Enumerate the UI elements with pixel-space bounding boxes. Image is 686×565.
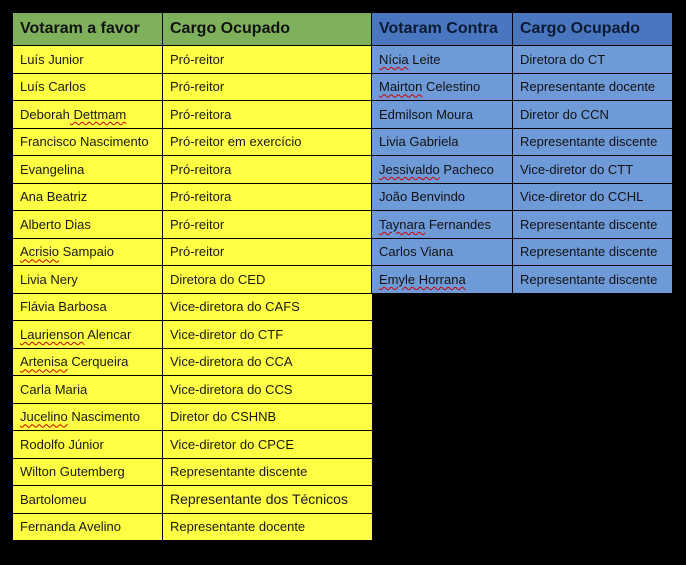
member-name-cell: [372, 101, 513, 129]
member-first-name: Mairton: [379, 79, 423, 95]
member-first-name: Luís: [20, 51, 45, 67]
member-role-cell: Vice-diretora do CAFS: [163, 293, 373, 321]
member-last-name: Maria: [51, 381, 88, 397]
member-role-cell: Representante docente: [513, 73, 673, 101]
member-name-cell: [13, 376, 163, 404]
table-row: [13, 403, 373, 431]
table-row: [13, 486, 373, 514]
member-last-name: Benvindo: [407, 189, 466, 205]
member-role-cell: Pró-reitor em exercício: [163, 128, 373, 156]
table-row: [372, 211, 673, 239]
member-name-cell: [372, 183, 513, 211]
favor-name-header: Votaram a favor: [13, 13, 163, 46]
table-row: [372, 183, 673, 211]
member-last-name: Gabriela: [405, 134, 459, 150]
member-first-name: Bartolomeu: [20, 491, 87, 507]
table-row: [13, 513, 373, 541]
table-row: [13, 128, 373, 156]
member-role-cell: Diretora do CED: [163, 266, 373, 294]
table-row: [372, 101, 673, 129]
member-role-cell: Diretor do CCN: [513, 101, 673, 129]
member-first-name: Carlos: [379, 244, 417, 260]
member-role-cell: Vice-diretora do CCS: [163, 376, 373, 404]
table-row: [372, 156, 673, 184]
member-first-name: João: [379, 189, 408, 205]
member-first-name: Alberto: [20, 216, 62, 232]
favor-header-row: [13, 13, 373, 46]
member-name-cell: [372, 238, 513, 266]
table-row: [13, 348, 373, 376]
member-last-name: Moura: [432, 106, 473, 122]
member-role-cell: Pró-reitora: [163, 101, 373, 129]
member-first-name: Ana: [20, 189, 44, 205]
table-row: [372, 128, 673, 156]
contra-role-header: Cargo Ocupado: [513, 13, 673, 46]
member-role-cell: Representante docente: [163, 513, 373, 541]
member-last-name: Gutemberg: [56, 464, 125, 480]
member-first-name: Livia: [20, 271, 47, 287]
member-name-cell: [13, 403, 163, 431]
voted-against-table: [371, 12, 673, 294]
member-role-cell: Representante discente: [513, 266, 673, 294]
member-first-name: Rodolfo: [20, 436, 65, 452]
member-name-cell: [13, 128, 163, 156]
member-last-name: Junior: [44, 51, 84, 67]
table-row: [13, 321, 373, 349]
member-role-cell: Pró-reitora: [163, 156, 373, 184]
member-first-name: Edmilson: [379, 106, 433, 122]
member-name-cell: [372, 46, 513, 74]
table-row: [372, 73, 673, 101]
table-row: [13, 101, 373, 129]
table-row: [13, 293, 373, 321]
member-role-cell: Representante discente: [513, 211, 673, 239]
member-first-name: Acrisio: [20, 244, 60, 260]
member-last-name: Barbosa: [54, 299, 107, 315]
member-name-cell: [13, 101, 163, 129]
member-name-cell: [13, 183, 163, 211]
member-first-name: Deborah: [20, 106, 70, 122]
member-last-name: Avelino: [75, 519, 121, 535]
member-first-name: Fernanda: [20, 519, 76, 535]
member-name-cell: [13, 266, 163, 294]
table-row: [13, 46, 373, 74]
table-row: [13, 211, 373, 239]
member-last-name: Viana: [416, 244, 454, 260]
member-last-name: Horrana: [415, 271, 466, 287]
member-last-name: Júnior: [64, 436, 104, 452]
member-name-cell: [13, 46, 163, 74]
member-name-cell: [13, 431, 163, 459]
table-row: [13, 431, 373, 459]
member-last-name: Nascimento: [76, 134, 149, 150]
member-last-name: Dias: [61, 216, 91, 232]
table-row: [372, 238, 673, 266]
member-name-cell: [13, 348, 163, 376]
member-role-cell: Pró-reitor: [163, 73, 373, 101]
member-first-name: Jucelino: [20, 409, 68, 425]
table-row: [13, 458, 373, 486]
member-role-cell: Diretora do CT: [513, 46, 673, 74]
member-last-name: Dettmam: [69, 106, 127, 122]
member-last-name: Cerqueira: [67, 354, 129, 370]
member-last-name: Sampaio: [59, 244, 114, 260]
member-name-cell: [372, 128, 513, 156]
member-name-cell: [13, 321, 163, 349]
table-row: [13, 376, 373, 404]
member-name-cell: [13, 293, 163, 321]
member-name-cell: [13, 486, 163, 514]
table-row: [13, 73, 373, 101]
member-role-cell: Vice-diretora do CCA: [163, 348, 373, 376]
contra-table-body: [372, 46, 673, 294]
member-name-cell: [13, 238, 163, 266]
voted-in-favor-table: [12, 12, 373, 541]
member-name-cell: [372, 211, 513, 239]
member-last-name: Pacheco: [439, 161, 494, 177]
member-role-cell: Representante discente: [163, 458, 373, 486]
table-row: [13, 238, 373, 266]
member-role-cell: Pró-reitor: [163, 211, 373, 239]
member-first-name: Wilton: [20, 464, 57, 480]
member-first-name: Taynara: [379, 216, 426, 232]
member-name-cell: [13, 513, 163, 541]
member-role-cell: Representante discente: [513, 238, 673, 266]
table-row: [372, 266, 673, 294]
member-name-cell: [372, 73, 513, 101]
favor-table-body: [13, 46, 373, 541]
member-last-name: Celestino: [422, 79, 481, 95]
member-name-cell: [13, 458, 163, 486]
contra-header-row: [372, 13, 673, 46]
table-row: [13, 183, 373, 211]
member-name-cell: [13, 211, 163, 239]
member-last-name: Alencar: [84, 326, 132, 342]
member-last-name: Fernandes: [425, 216, 492, 232]
member-first-name: Luís: [20, 79, 45, 95]
member-first-name: Jessivaldo: [379, 161, 440, 177]
member-name-cell: [372, 156, 513, 184]
member-first-name: Carla: [20, 381, 52, 397]
member-role-cell: Vice-diretor do CPCE: [163, 431, 373, 459]
member-last-name: Nery: [46, 271, 78, 287]
member-first-name: Evangelina: [20, 161, 85, 177]
member-role-cell: Representante dos Técnicos: [163, 486, 373, 514]
member-first-name: Emyle: [379, 271, 416, 287]
member-first-name: Livia: [379, 134, 406, 150]
member-role-cell: Vice-diretor do CTT: [513, 156, 673, 184]
member-name-cell: [13, 156, 163, 184]
member-last-name: Beatriz: [43, 189, 88, 205]
member-role-cell: Vice-diretor do CCHL: [513, 183, 673, 211]
member-first-name: Laurienson: [20, 326, 85, 342]
member-role-cell: Representante discente: [513, 128, 673, 156]
contra-name-header: Votaram Contra: [372, 13, 513, 46]
member-first-name: Flávia: [20, 299, 55, 315]
member-name-cell: [13, 73, 163, 101]
member-role-cell: Pró-reitor: [163, 46, 373, 74]
table-row: [13, 156, 373, 184]
favor-role-header: Cargo Ocupado: [163, 13, 373, 46]
member-role-cell: Diretor do CSHNB: [163, 403, 373, 431]
member-first-name: Artenisa: [20, 354, 68, 370]
member-role-cell: Pró-reitora: [163, 183, 373, 211]
member-first-name: Francisco: [20, 134, 77, 150]
member-last-name: Leite: [408, 51, 441, 67]
table-row: [13, 266, 373, 294]
member-first-name: Nícia: [379, 51, 409, 67]
member-last-name: Nascimento: [67, 409, 140, 425]
member-last-name: Carlos: [44, 79, 86, 95]
table-row: [372, 46, 673, 74]
member-role-cell: Vice-diretor do CTF: [163, 321, 373, 349]
member-name-cell: [372, 266, 513, 294]
member-role-cell: Pró-reitor: [163, 238, 373, 266]
